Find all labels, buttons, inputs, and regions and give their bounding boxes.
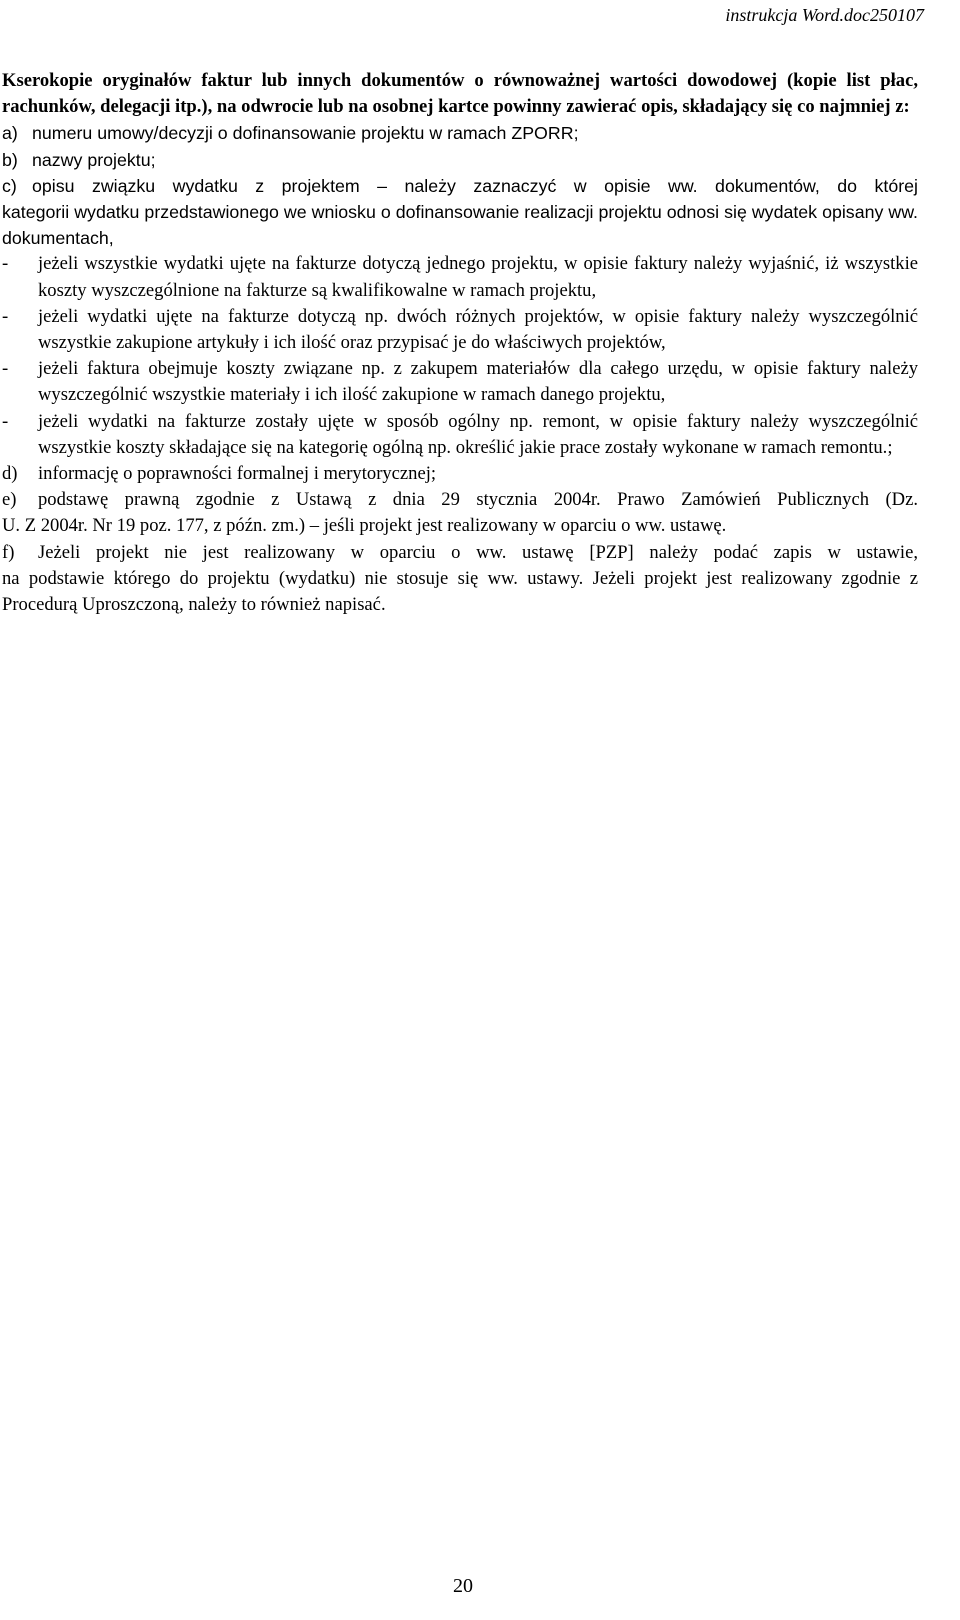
- list-text-e: podstawę prawną zgodnie z Ustawą z dnia 29 stycznia 2004r. Prawo Zamówień Publicznych (Dz.: [38, 489, 918, 511]
- list-item-b: [2, 147, 918, 173]
- document-body: [2, 68, 918, 618]
- dash-label-3: -: [2, 358, 9, 380]
- list-label-c: c): [2, 175, 17, 196]
- list-text-c: opisu związku wydatku z projektem – należy zaznaczyć w opisie ww. dokumentów, do której: [32, 175, 918, 196]
- list-label-f: f): [2, 541, 15, 563]
- list-text-d: informację o poprawności formalnej i merytorycznej;: [38, 463, 437, 485]
- page-number: 20: [453, 1575, 473, 1597]
- intro-paragraph: Kserokopie oryginałów faktur lub innych dokumentów o równoważnej wartości dowodowej (kopie list płac, rachunków, delegacji itp.), na odwrocie lub na osobnej kartce powinny zawierać opis, składający się co najmniej z:: [2, 70, 918, 118]
- list-label-a: a): [2, 123, 18, 144]
- dash-item-1: [2, 251, 918, 303]
- list-item-a: [2, 120, 918, 146]
- dash-label-4: -: [2, 410, 9, 432]
- header-filename: instrukcja Word.doc250107: [725, 5, 924, 25]
- dash-item-4: [2, 409, 918, 461]
- list-item-e: [2, 487, 918, 513]
- dash-text-4: jeżeli wydatki na fakturze zostały ujęte w sposób ogólny np. remont, w opisie faktury należy wyszczególnić wszystkie koszty składające się na kategorię ogólną np. określić jakie prace zostały wykonane w ramach remontu.;: [38, 410, 918, 458]
- list-text-f: Jeżeli projekt nie jest realizowany w oparciu o ww. ustawę [PZP] należy podać zapis w ustawie,: [38, 541, 918, 563]
- list-text-e-continuation: U. Z 2004r. Nr 19 poz. 177, z późn. zm.) – jeśli projekt jest realizowany w oparciu o ww. ustawę.: [2, 515, 727, 537]
- list-item-c: [2, 173, 918, 199]
- list-item-d: [2, 461, 918, 487]
- list-text-a: numeru umowy/decyzji o dofinansowanie projektu w ramach ZPORR;: [32, 123, 579, 144]
- dash-item-3: [2, 356, 918, 408]
- list-label-e: e): [2, 489, 17, 511]
- list-text-b: nazwy projektu;: [32, 149, 156, 170]
- list-item-f: [2, 540, 918, 566]
- dash-text-2: jeżeli wydatki ujęte na fakturze dotyczą np. dwóch różnych projektów, w opisie faktury należy wyszczególnić wszystkie zakupione artykuły i ich ilość oraz przypisać je do właściwych projektów,: [38, 305, 918, 354]
- list-label-d: d): [2, 463, 18, 485]
- dash-label-1: -: [2, 253, 9, 275]
- list-label-b: b): [2, 149, 18, 170]
- list-text-f-continuation: na podstawie którego do projektu (wydatku) nie stosuje się ww. ustawy. Jeżeli projekt jest realizowany zgodnie z Procedurą Uproszczoną, należy to również napisać.: [2, 567, 918, 616]
- dash-label-2: -: [2, 305, 9, 327]
- dash-text-3: jeżeli faktura obejmuje koszty związane np. z zakupem materiałów dla całego urzędu, w opisie faktury należy wyszczególnić wszystkie materiały i ich ilość zakupione w ramach danego projektu,: [38, 358, 918, 406]
- dash-item-2: [2, 304, 918, 356]
- dash-text-1: jeżeli wszystkie wydatki ujęte na fakturze dotyczą jednego projektu, w opisie faktury należy wyjaśnić, iż wszystkie koszty wyszczególnione na fakturze są kwalifikowalne w ramach projektu,: [38, 253, 918, 301]
- list-text-c-continuation: kategorii wydatku przedstawionego we wniosku o dofinansowanie realizacji projektu odnosi się wydatek opisany ww. dokumentach,: [2, 202, 918, 249]
